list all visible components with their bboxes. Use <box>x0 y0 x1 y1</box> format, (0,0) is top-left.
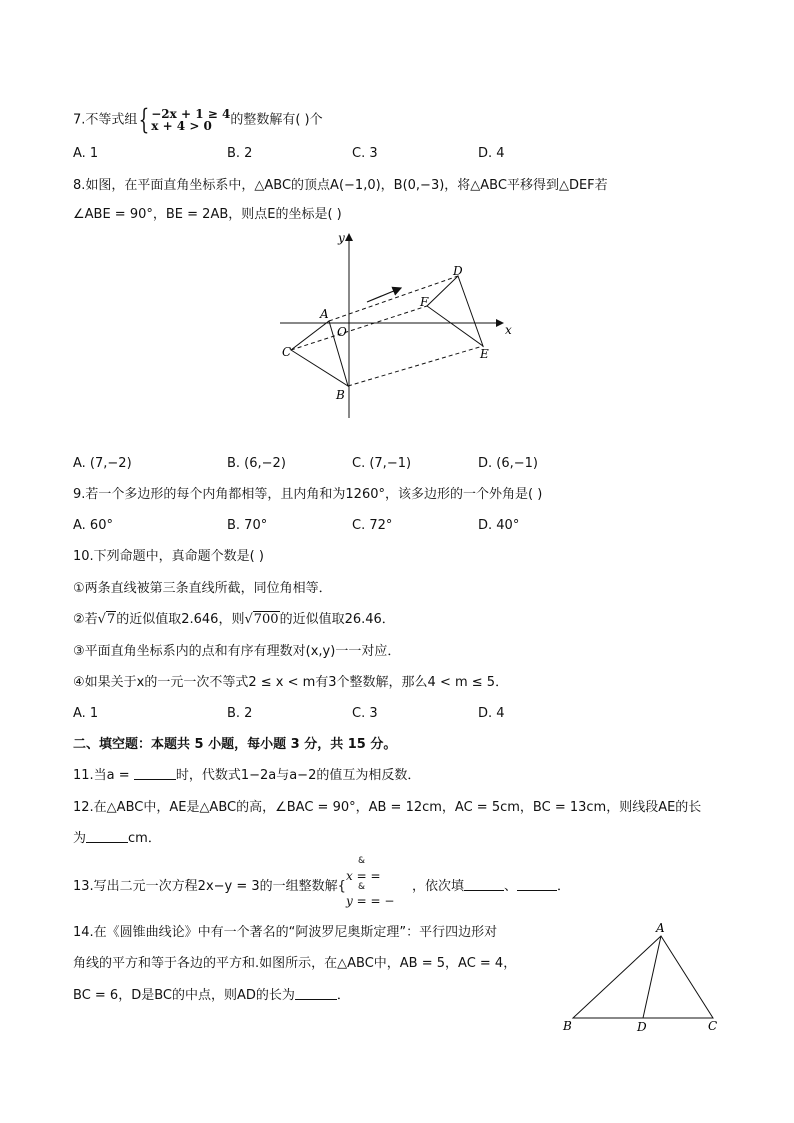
section-2-heading: 二、填空题：本题共 5 小题，每小题 3 分，共 15 分。 <box>73 737 397 752</box>
q14-label-c: C <box>708 1019 718 1033</box>
x-axis-label: x <box>505 323 512 337</box>
q13-part-c: 、 <box>504 879 518 894</box>
inequality-system <box>151 108 230 132</box>
q8-option-a[interactable]: A. (7,−2) <box>73 456 132 471</box>
label-c: C <box>282 345 292 359</box>
q12-part-b: cm． <box>128 831 161 846</box>
q10-statement-4: ④如果关于x的一元一次不等式2 ≤ x < m有3个整数解，那么4 < m ≤ 5． <box>73 675 509 690</box>
q13-part-b: ，依次填 <box>412 879 465 894</box>
translation-line-cf <box>291 306 427 350</box>
radicand-700: 700 <box>253 612 279 627</box>
q14-label-b: B <box>563 1019 572 1033</box>
q7-option-a[interactable]: A. 1 <box>73 146 99 161</box>
s2-part-b: 的近似值取2.646，则 <box>116 612 245 627</box>
q7-stem <box>73 103 323 136</box>
q10-option-d[interactable]: D. 4 <box>478 706 505 721</box>
system-brace: { <box>138 103 150 136</box>
q7-suffix: 的整数解有( )个 <box>230 112 323 128</box>
q9-option-c[interactable]: C. 72° <box>352 518 393 533</box>
s2-part-a: ②若 <box>73 612 98 627</box>
q7-option-c[interactable]: C. 3 <box>352 146 378 161</box>
q13-part-a: 13.写出二元一次方程2x−y = 3的一组整数解{ <box>73 879 346 894</box>
q13-y-equation: y = = − <box>346 894 395 908</box>
q8-option-d[interactable]: D. (6,−1) <box>478 456 538 471</box>
q14-stem-line3 <box>73 987 350 1005</box>
q11-stem <box>73 767 420 785</box>
translation-arrow <box>367 288 401 302</box>
q13-x-equation: x = = <box>346 869 381 883</box>
q13-answer-blank-1[interactable] <box>464 878 504 891</box>
q14-figure <box>555 920 730 1038</box>
q8-option-b[interactable]: B. (6,−2) <box>227 456 286 471</box>
q9-stem: 9.若一个多边形的每个内角都相等，且内角和为1260°，该多边形的一个外角是( ) <box>73 487 543 502</box>
y-axis-label: y <box>338 231 345 245</box>
q13-fill-line <box>412 878 570 896</box>
sqrt-7: √7 <box>97 612 116 627</box>
q8-stem-line2: ∠ABE = 90°，BE = 2AB，则点E的坐标是( ) <box>73 207 342 222</box>
q8-stem-line1: 8.如图，在平面直角坐标系中，△ABC的顶点A(−1,0)，B(0,−3)，将△ABC平移得到△DEF若 <box>73 178 608 193</box>
inequality-2: x + 4 > 0 <box>151 119 212 133</box>
q14-part-a: BC = 6，D是BC的中点，则AD的长为 <box>73 988 295 1003</box>
q14-stem-line2: 角线的平方和等于各边的平方和.如图所示，在△ABC中，AB = 5，AC = 4， <box>73 956 517 971</box>
s2-part-c: 的近似值取26.46． <box>279 612 395 627</box>
q14-label-a: A <box>656 921 665 935</box>
q14-answer-blank[interactable] <box>295 987 337 1000</box>
inequality-1: −2x + 1 ≥ 4 <box>151 107 231 121</box>
q10-statement-1: ①两条直线被第三条直线所截，同位角相等． <box>73 581 332 596</box>
label-f: F <box>420 295 429 309</box>
q10-option-b[interactable]: B. 2 <box>227 706 253 721</box>
q7-option-d[interactable]: D. 4 <box>478 146 505 161</box>
q10-statement-3: ③平面直角坐标系内的点和有序有理数对(x,y)一一对应． <box>73 644 401 659</box>
label-o: O <box>337 325 347 339</box>
q13-top-mark-1: & <box>358 856 366 866</box>
q14-stem-line1: 14.在《圆锥曲线论》中有一个著名的“阿波罗尼奥斯定理”：平行四边形对 <box>73 925 498 940</box>
label-b: B <box>336 388 345 402</box>
q11-part-a: 11.当a = <box>73 768 134 783</box>
q10-stem: 10.下列命题中，真命题个数是( ) <box>73 549 264 564</box>
q10-option-c[interactable]: C. 3 <box>352 706 378 721</box>
label-a: A <box>320 307 329 321</box>
q13-top-mark-2: & <box>358 882 366 892</box>
q13-stem <box>73 878 346 896</box>
q9-option-d[interactable]: D. 40° <box>478 518 520 533</box>
translation-line-be <box>348 346 483 386</box>
q13-answer-blank-2[interactable] <box>517 878 557 891</box>
q8-figure <box>275 228 525 423</box>
q12-part-a: 为 <box>73 831 87 846</box>
q10-statement-2 <box>73 611 395 629</box>
triangle-abc-q14 <box>573 936 713 1018</box>
label-e: E <box>480 347 489 361</box>
q10-option-a[interactable]: A. 1 <box>73 706 99 721</box>
q11-answer-blank[interactable] <box>134 767 176 780</box>
label-d: D <box>453 264 463 278</box>
q12-stem-line1: 12.在△ABC中，AE是△ABC的高，∠BAC = 90°，AB = 12cm，AC = 5cm，BC = 13cm，则线段AE的长 <box>73 800 702 815</box>
q7-prefix: 7.不等式组 <box>73 112 138 128</box>
q14-part-b: ． <box>336 988 350 1003</box>
q12-answer-blank[interactable] <box>86 830 128 843</box>
q9-option-a[interactable]: A. 60° <box>73 518 113 533</box>
triangle-def <box>427 276 483 346</box>
q13-part-d: ． <box>557 879 571 894</box>
q14-label-d: D <box>637 1020 647 1034</box>
q7-option-b[interactable]: B. 2 <box>227 146 253 161</box>
sqrt-700: √700 <box>244 612 279 627</box>
q9-option-b[interactable]: B. 70° <box>227 518 268 533</box>
radicand-7: 7 <box>106 612 116 627</box>
q8-option-c[interactable]: C. (7,−1) <box>352 456 412 471</box>
q12-stem-line2 <box>73 830 161 848</box>
q11-part-b: 时，代数式1−2a与a−2的值互为相反数． <box>175 768 421 783</box>
median-ad <box>643 936 661 1018</box>
